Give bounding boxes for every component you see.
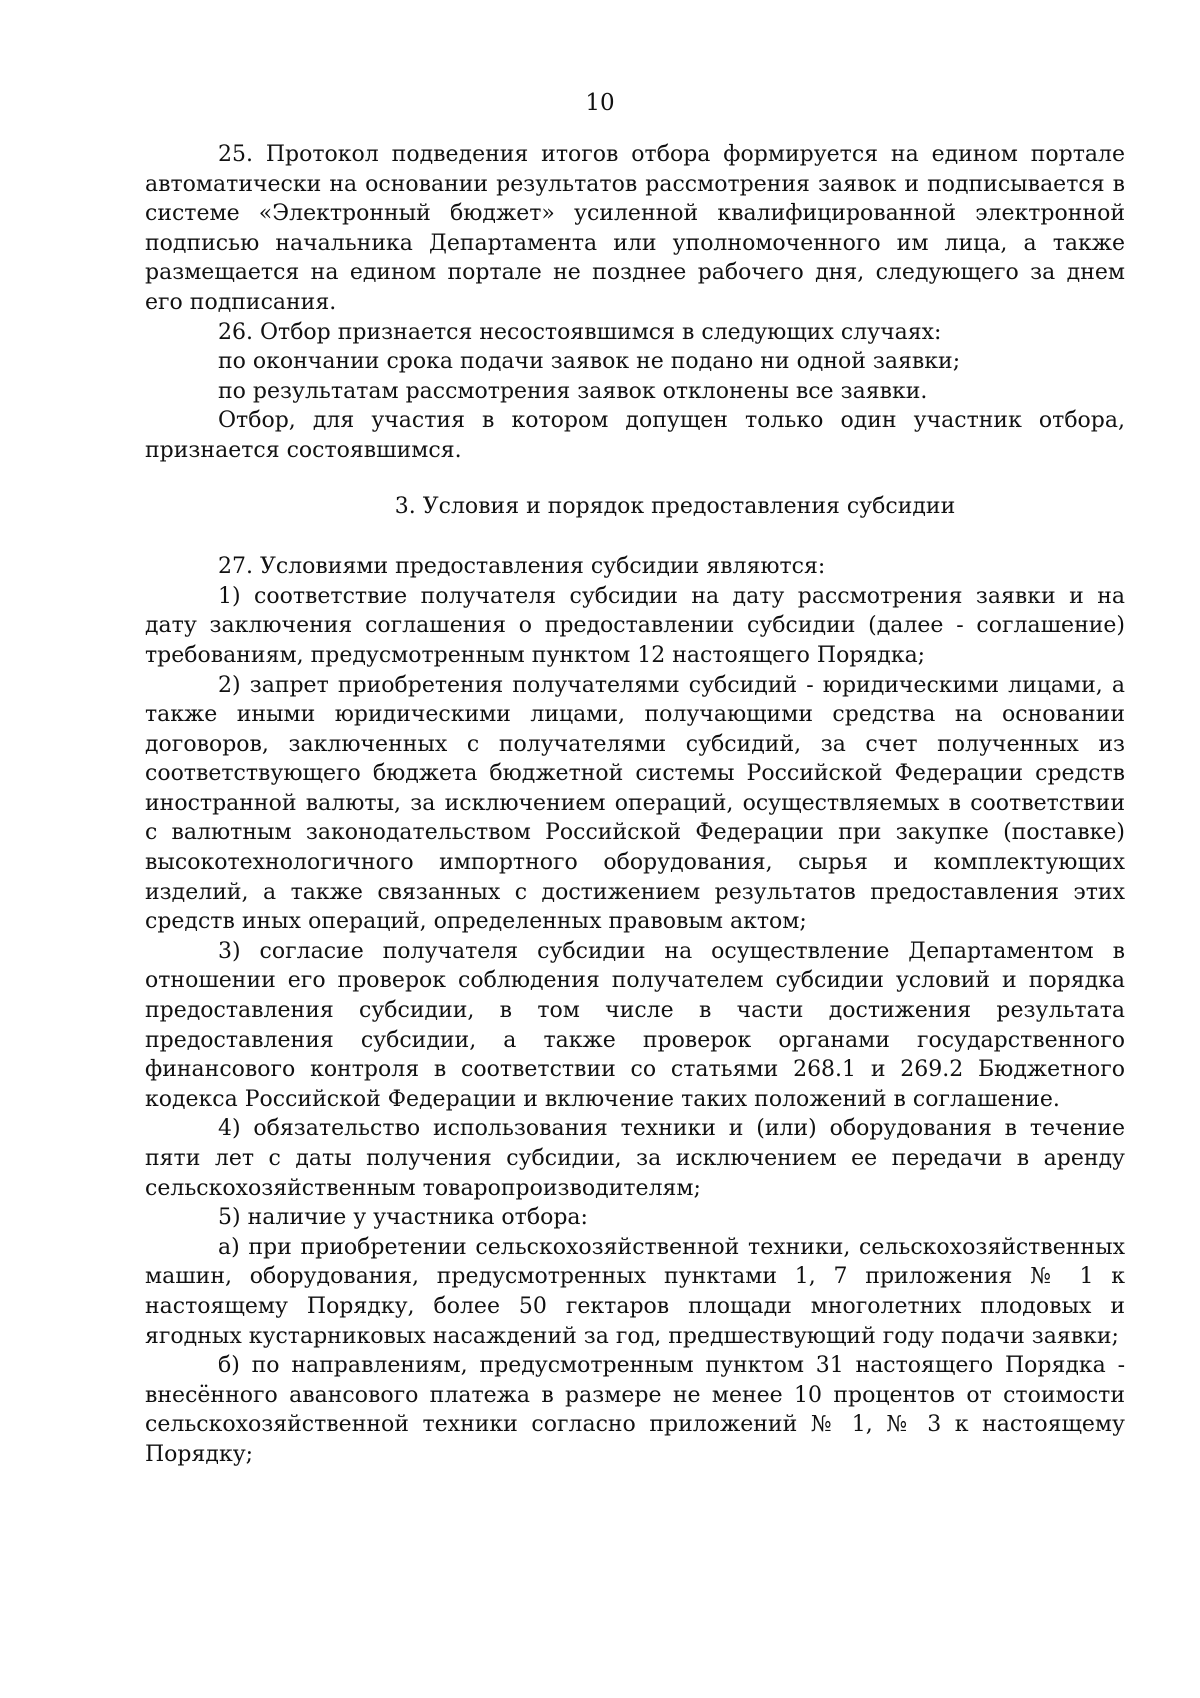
condition-2: 2) запрет приобретения получателями субсидий - юридическими лицами, а также иными юридическими лицами, получающими средства на основании договоров, заключенных с получателями субсидий, за счет полученных из соответствующего бюджета бюджетной системы Российской Федерации средств иностранной валюты, за исключением операций, осуществляемых в соответствии с валютным законодательством Российской Федерации при закупке (поставке) высокотехнологичного импортного оборудования, сырья и комплектующих изделий, а также связанных с достижением результатов предоставления этих средств иных операций, определенных правовым актом; <box>145 672 1125 935</box>
document-body <box>145 140 1125 1470</box>
page-number: 10 <box>585 90 615 116</box>
condition-1: 1) соответствие получателя субсидии на дату рассмотрения заявки и на дату заключения соглашения о предоставлении субсидии (далее - соглашение) требованиям, предусмотренным пунктом 12 настоящего Порядка; <box>145 583 1125 668</box>
condition-4: 4) обязательство использования техники и (или) оборудования в течение пяти лет с даты получения субсидии, за исключением ее передачи в аренду сельскохозяйственным товаропроизводителям; <box>145 1116 1125 1201</box>
condition-5-a: а) при приобретении сельскохозяйственной техники, сельскохозяйственных машин, оборудования, предусмотренных пунктами 1, 7 приложения № 1 к настоящему Порядку, более 50 гектаров площади многолетних плодовых и ягодных кустарниковых насаждений за год, предшествующий году подачи заявки; <box>145 1234 1125 1349</box>
paragraph-26-single-participant: Отбор, для участия в котором допущен только один участник отбора, признается состоявшимся. <box>145 408 1125 463</box>
paragraph-26: 26. Отбор признается несостоявшимся в следующих случаях: <box>218 319 942 345</box>
paragraph-27: 27. Условиями предоставления субсидии являются: <box>218 554 826 580</box>
paragraph-25: 25. Протокол подведения итогов отбора формируется на едином портале автоматически на основании результатов рассмотрения заявок и подписывается в системе «Электронный бюджет» усиленной квалифицированной электронной подписью начальника Департамента или уполномоченного им лица, а также размещается на едином портале не позднее рабочего дня, следующего за днем его подписания. <box>145 142 1125 315</box>
paragraph-26-case-1: по окончании срока подачи заявок не подано ни одной заявки; <box>218 349 961 375</box>
condition-5: 5) наличие у участника отбора: <box>218 1205 588 1231</box>
paragraph-26-case-2: по результатам рассмотрения заявок отклонены все заявки. <box>218 378 928 404</box>
condition-3: 3) согласие получателя субсидии на осуществление Департаментом в отношении его проверок соблюдения получателем субсидии условий и порядка предоставления субсидии, в том числе в части достижения результата предоставления субсидии, а также проверок органами государственного финансового контроля в соответствии со статьями 268.1 и 269.2 Бюджетного кодекса Российской Федерации и включение таких положений в соглашение. <box>145 938 1125 1112</box>
section-heading: 3. Условия и порядок предоставления субсидии <box>394 493 956 519</box>
condition-5-b: б) по направлениям, предусмотренным пунктом 31 настоящего Порядка - внесённого авансового платежа в размере не менее 10 процентов от стоимости сельскохозяйственной техники согласно приложений № 1, № 3 к настоящему Порядку; <box>145 1353 1125 1467</box>
